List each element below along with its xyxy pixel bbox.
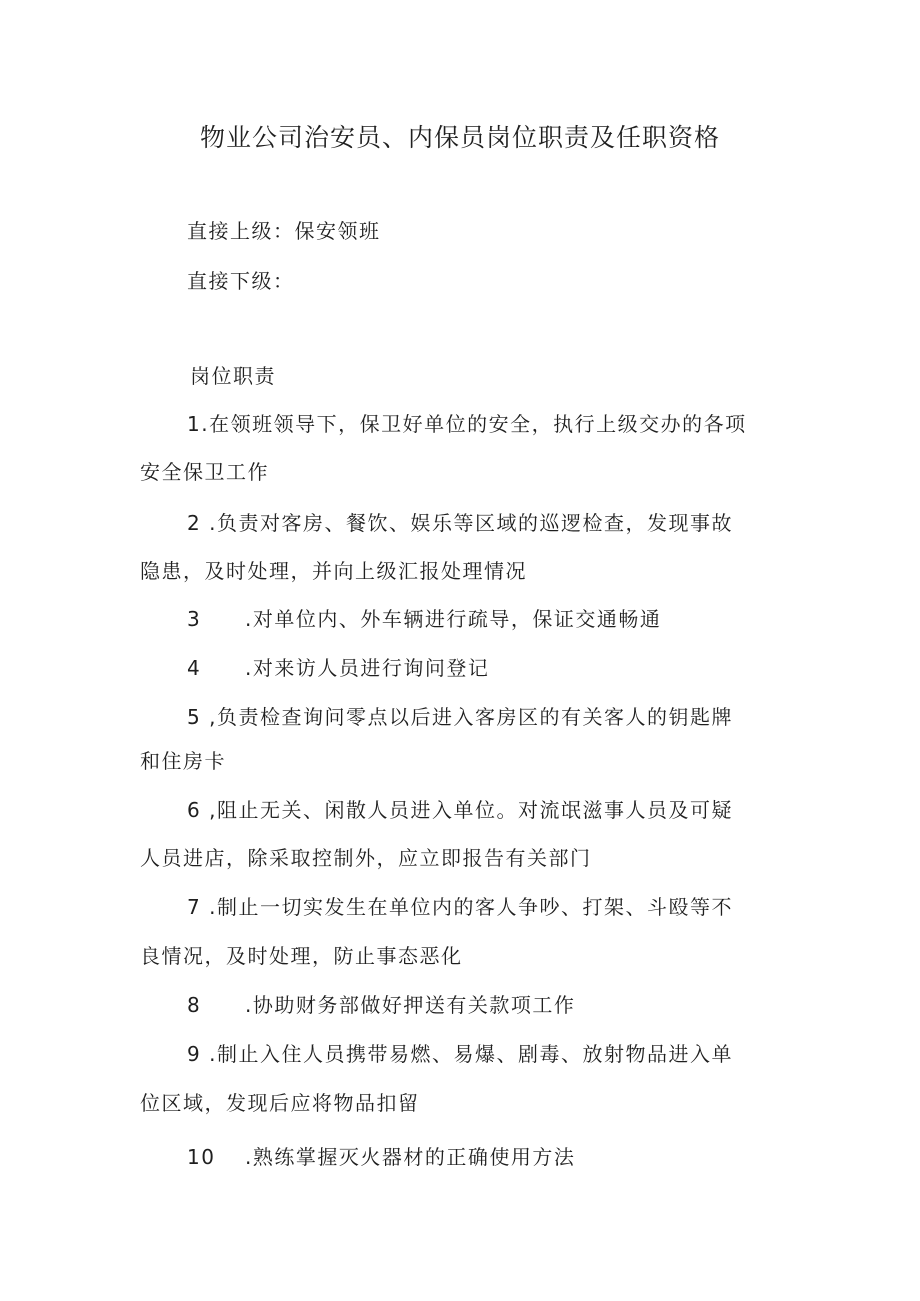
duty-number: 6: [187, 798, 202, 822]
duty-item-8: [187, 990, 575, 1020]
duty-text: .在领班领导下，保卫好单位的安全，执行上级交办的各项: [201, 412, 747, 436]
direct-subordinate: 直接下级：: [187, 269, 295, 293]
duty-item-9: [187, 1039, 733, 1069]
duty-number: 10: [187, 1145, 216, 1169]
duty-text: ,负责检查询问零点以后进入客房区的有关客人的钥匙牌: [201, 705, 733, 729]
duty-item-5: [187, 702, 733, 732]
duty-item-2: [187, 508, 733, 538]
duty-text: .协助财务部做好押送有关款项工作: [245, 993, 576, 1017]
duty-item-4: [187, 653, 489, 683]
duty-item-7-continued: 良情况，及时处理，防止事态恶化: [140, 944, 463, 968]
duty-number: 1: [187, 412, 202, 436]
duty-item-6-continued: 人员进店，除采取控制外，应立即报告有关部门: [140, 846, 592, 870]
duty-number: 9: [187, 1042, 202, 1066]
duty-text: .熟练掌握灭火器材的正确使用方法: [245, 1145, 576, 1169]
duty-item-1-continued: 安全保卫工作: [140, 460, 269, 484]
duty-text: ,阻止无关、闲散人员进入单位。对流氓滋事人员及可疑: [201, 798, 733, 822]
duty-text: .制止入住人员携带易燃、易爆、剧毒、放射物品进入单: [201, 1042, 733, 1066]
direct-superior: 直接上级：保安领班: [187, 219, 381, 243]
duty-item-7: [187, 892, 733, 922]
duty-item-5-continued: 和住房卡: [140, 749, 226, 773]
duty-item-3: [187, 604, 661, 634]
duty-item-1: [187, 409, 747, 439]
duty-number: 7: [187, 895, 202, 919]
duty-item-2-continued: 隐患，及时处理，并向上级汇报处理情况: [140, 559, 527, 583]
duty-item-10: [187, 1142, 575, 1172]
duty-number: 3: [187, 607, 202, 631]
duty-number: 2: [187, 511, 202, 535]
duty-item-9-continued: 位区域，发现后应将物品扣留: [140, 1091, 420, 1115]
duty-text: .对来访人员进行询问登记: [245, 656, 490, 680]
section-heading: 岗位职责: [190, 364, 276, 388]
page-title: 物业公司治安员、内保员岗位职责及任职资格: [199, 123, 720, 152]
duty-text: .对单位内、外车辆进行疏导，保证交通畅通: [245, 607, 662, 631]
duty-item-6: [187, 795, 733, 825]
duty-text: .制止一切实发生在单位内的客人争吵、打架、斗殴等不: [201, 895, 733, 919]
duty-number: 8: [187, 993, 202, 1017]
duty-text: .负责对客房、餐饮、娱乐等区域的巡逻检查，发现事故: [201, 511, 733, 535]
duty-number: 5: [187, 705, 202, 729]
duty-number: 4: [187, 656, 202, 680]
